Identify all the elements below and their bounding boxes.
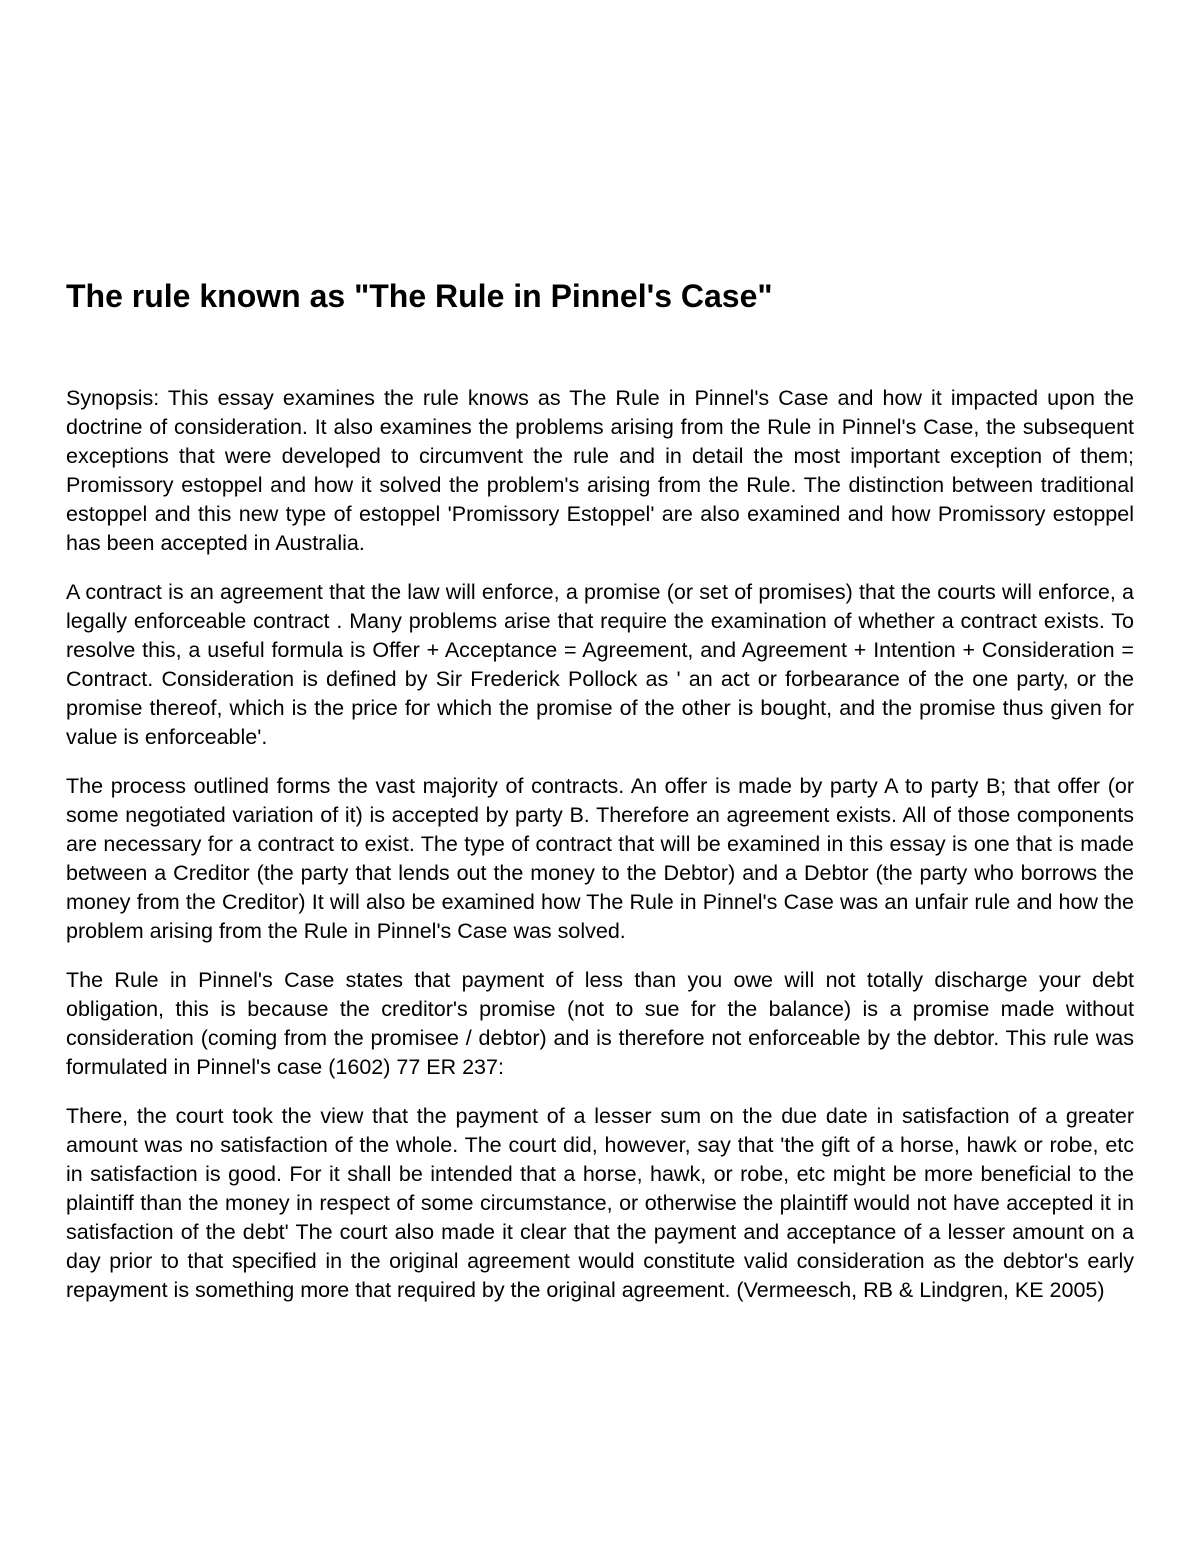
document-body (66, 384, 1134, 1325)
document-title: The rule known as "The Rule in Pinnel's Case" (66, 278, 773, 314)
pinnels-rule-paragraph: The Rule in Pinnel's Case states that payment of less than you owe will not totally discharge your debt obligation, this is because the creditor's promise (not to sue for the balance) is a promise made without consideration (coming from the promisee / debtor) and is therefore not enforceable by the debtor. This rule was formulated in Pinnel's case (1602) 77 ER 237: (66, 968, 1134, 1079)
contract-process-paragraph: The process outlined forms the vast majority of contracts. An offer is made by party A to party B; that offer (or some negotiated variation of it) is accepted by party B. Therefore an agreement exists. All of those components are necessary for a contract to exist. The type of contract that will be examined in this essay is one that is made between a Creditor (the party that lends out the money to the Debtor) and a Debtor (the party who borrows the money from the Creditor) It will also be examined how The Rule in Pinnel's Case was an unfair rule and how the problem arising from the Rule in Pinnel's Case was solved. (66, 774, 1134, 943)
court-view-paragraph: There, the court took the view that the payment of a lesser sum on the due date in satisfaction of a greater amount was no satisfaction of the whole. The court did, however, say that 'the gift of a horse, hawk or robe, etc in satisfaction is good. For it shall be intended that a horse, hawk, or robe, etc might be more beneficial to the plaintiff than the money in respect of some circumstance, or otherwise the plaintiff would not have accepted it in satisfaction of the debt' The court also made it clear that the payment and acceptance of a lesser amount on a day prior to that specified in the original agreement would constitute valid consideration as the debtor's early repayment is something more that required by the original agreement. (Vermeesch, RB & Lindgren, KE 2005) (66, 1104, 1134, 1302)
contract-definition-paragraph: A contract is an agreement that the law will enforce, a promise (or set of promises) that the courts will enforce, a legally enforceable contract . Many problems arise that require the examination of whether a contract exists. To resolve this, a useful formula is Offer + Acceptance = Agreement, and Agreement + Intention + Consideration = Contract. Consideration is defined by Sir Frederick Pollock as ' an act or forbearance of the one party, or the promise thereof, which is the price for which the promise of the other is bought, and the promise thus given for value is enforceable'. (66, 580, 1134, 749)
synopsis-paragraph: Synopsis: This essay examines the rule knows as The Rule in Pinnel's Case and how it impacted upon the doctrine of consideration. It also examines the problems arising from the Rule in Pinnel's Case, the subsequent exceptions that were developed to circumvent the rule and in detail the most important exception of them; Promissory estoppel and how it solved the problem's arising from the Rule. The distinction between traditional estoppel and this new type of estoppel 'Promissory Estoppel' are also examined and how Promissory estoppel has been accepted in Australia. (66, 386, 1134, 555)
